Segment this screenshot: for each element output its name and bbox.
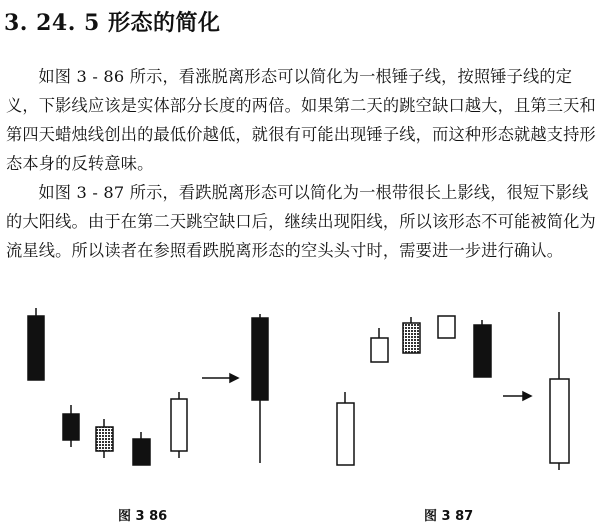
fig87-candle-4-white [438, 316, 455, 338]
fig86-hammer-candle [252, 314, 268, 463]
figure-87-caption: 图 3 87 [424, 509, 474, 524]
paragraph-1: 如图 3 - 86 所示，看涨脱离形态可以简化为一根锤子线，按照锤子线的定义，下影线应该是实体部分长度的两倍。如果第二天的跳空缺口越大，且第三天和第四天蜡烛线创出的最低价越低，就很有可能出现锤子线，而这种形态就越支持形态本身的反转意味。 [6, 67, 596, 173]
fig87-candle-3-hatched [403, 317, 420, 353]
fig86-candle-3-hatched [96, 419, 113, 458]
fig86-candle-2-black [63, 405, 79, 447]
paragraph-2: 如图 3 - 87 所示，看跌脱离形态可以简化为一根带很长上影线，很短下影线的大阳线。由于在第二天跳空缺口后，继续出现阳线，所以该形态不可能被简化为流星线。所以读者在参照看跌脱离形态的空头头寸时，需要进一步进行确认。 [6, 183, 596, 260]
fig86-arrow [202, 374, 238, 382]
figure-86-caption: 图 3 86 [118, 509, 168, 524]
figure-87-chart [337, 316, 491, 465]
figure-86-chart [28, 308, 187, 465]
figure-area [0, 300, 600, 528]
fig87-candle-5-black [474, 320, 491, 377]
fig86-candle-1-black [28, 308, 44, 380]
section-heading: 3. 24. 5 形态的简化 [4, 10, 221, 36]
fig86-candle-4-black [133, 432, 150, 465]
fig87-candle-2-white [371, 328, 388, 362]
fig86-candle-5-white [171, 392, 187, 458]
body-text [6, 62, 596, 265]
candlestick-figures [0, 300, 600, 528]
fig87-long-upper-shadow-candle [550, 312, 569, 470]
fig87-candle-1-white [337, 392, 354, 465]
fig87-arrow [503, 392, 531, 400]
